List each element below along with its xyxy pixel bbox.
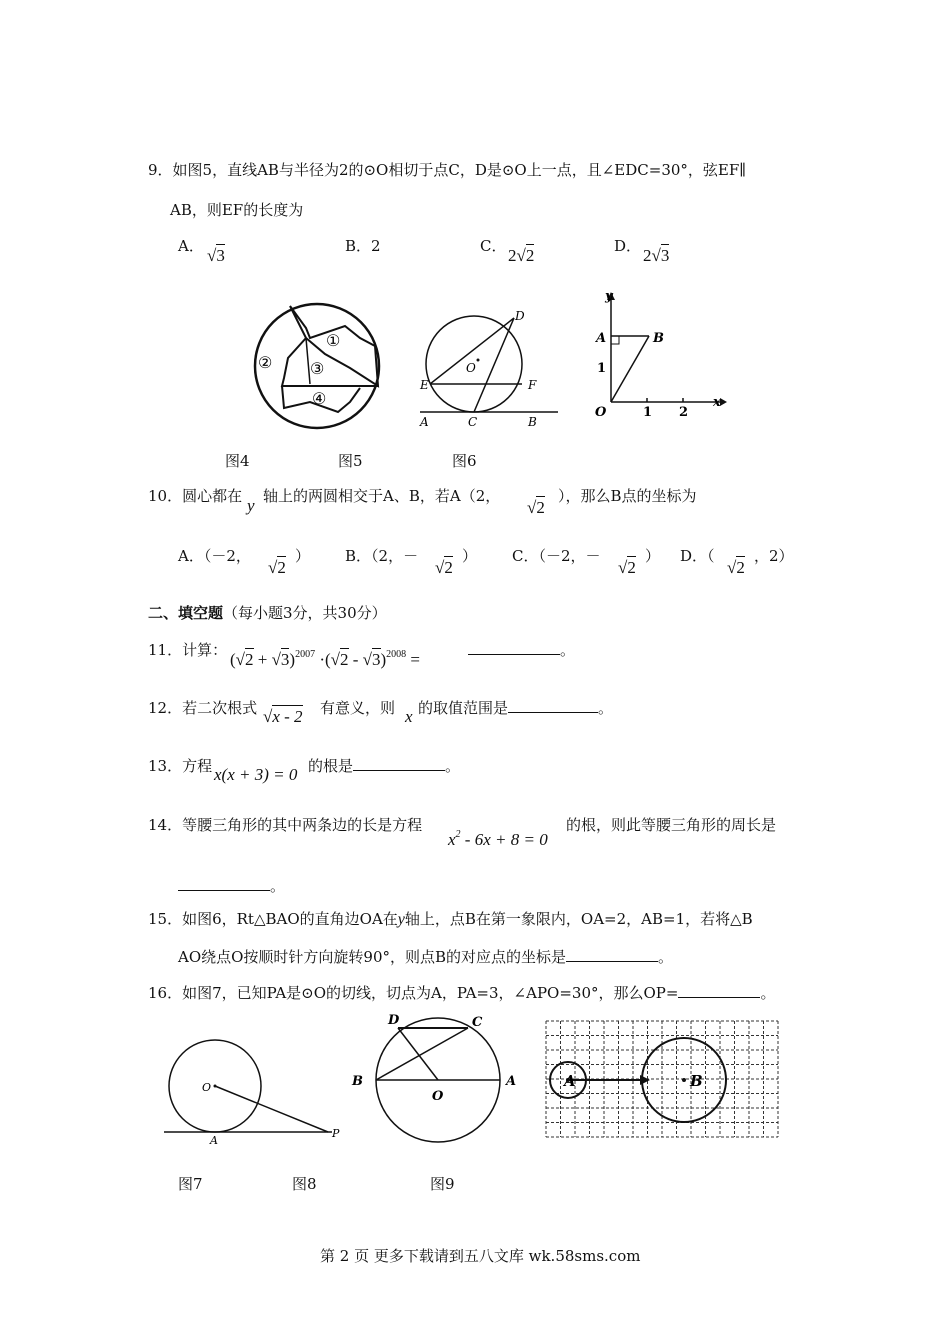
- q9-option-c-radicand: 2: [525, 246, 535, 265]
- fig5-label-c: C: [468, 415, 478, 429]
- q10-var-y: y: [247, 496, 255, 515]
- q15-period: 。: [658, 948, 674, 966]
- fig8-label-b: B: [352, 1074, 363, 1089]
- q15-var-y: y: [397, 911, 405, 928]
- q11-exponent-2: 2008: [386, 649, 407, 660]
- fig6-tick-1: 1: [643, 405, 653, 420]
- fig6-label-a: A: [596, 331, 607, 346]
- q14-exponent: 2: [455, 829, 461, 840]
- q14-period: 。: [270, 877, 286, 895]
- fig6-tick-2: 2: [679, 405, 689, 420]
- q9-option-a: [178, 236, 204, 256]
- figure-6: [585, 286, 730, 426]
- q15-answer-blank[interactable]: [566, 947, 658, 962]
- fig4-caption: 图4: [225, 452, 250, 470]
- figure-8: [348, 1010, 526, 1150]
- q10-option-d-radicand: 2: [736, 558, 745, 577]
- fig9-caption: 图9: [430, 1175, 455, 1193]
- figure-9: [544, 1019, 784, 1143]
- q14-equation-rest: - 6x + 8 = 0: [460, 830, 548, 849]
- q14-answer: [178, 876, 285, 896]
- q9-option-a-value: √3: [207, 246, 225, 265]
- q15-line2-text: AO绕点O按顺时针方向旋转90°，则点B的对应点的坐标是: [178, 948, 567, 966]
- q12-answer-blank[interactable]: [508, 698, 598, 713]
- fig6-label-1: 1: [597, 361, 607, 376]
- q10-option-b-radicand: 2: [444, 558, 453, 577]
- q11-label: 11．计算：: [148, 641, 228, 659]
- q9-option-d-radicand: 3: [660, 246, 670, 265]
- q9-option-c-label: C．: [480, 237, 507, 255]
- q12-label: 12．若二次根式: [148, 699, 258, 717]
- section-2-note: （每小题3分，共30分）: [223, 604, 387, 622]
- q9-option-c-value: 2√2: [508, 246, 535, 265]
- fig5-label-d: D: [515, 309, 525, 323]
- q14-answer-blank[interactable]: [178, 876, 270, 891]
- q14-end: 的根，则此等腰三角形的周长是: [566, 816, 777, 834]
- q16-line: [148, 983, 775, 1003]
- fig7-label-a: A: [210, 1134, 218, 1147]
- q11-exponent-1: 2007: [295, 649, 316, 660]
- q10-text-c: ），那么B点的坐标为: [558, 487, 697, 505]
- q10-option-b-end: ）: [462, 547, 478, 565]
- q11-answer-blank[interactable]: [468, 640, 560, 655]
- q9-option-a-label: A．: [178, 237, 204, 255]
- q9-option-a-radicand: 3: [216, 246, 225, 265]
- fig7-label-o: O: [202, 1081, 212, 1094]
- q10-option-c-radicand: 2: [627, 558, 636, 577]
- q9-option-b: B．2: [345, 237, 381, 255]
- q14-equation: $x^2 - 6x + 8 = 0$: [448, 829, 548, 849]
- fig6-label-b: B: [653, 331, 664, 346]
- fig8-label-a: A: [506, 1074, 517, 1089]
- q10-option-c-end: ）: [645, 547, 661, 565]
- fig6-label-x: x: [713, 395, 721, 410]
- q12-period: 。: [598, 699, 614, 717]
- section-2-title: 二、填空题: [148, 604, 224, 622]
- q10-option-c-sqrt: √2: [618, 558, 636, 577]
- q13-label: 13．方程: [148, 757, 213, 775]
- q10-text-b: 轴上的两圆相交于A、B，若A（2，: [263, 487, 501, 505]
- figure-5: [418, 308, 558, 433]
- q11-period: 。: [560, 641, 576, 659]
- q12-end-text: 的取值范围是: [418, 699, 509, 717]
- q11-expression: $(√2 + √3)^{2007} \cdot(√2 - √3)^{2008}$ =: [230, 649, 421, 669]
- q13-period: 。: [445, 757, 461, 775]
- q12-end: [418, 698, 613, 718]
- q10-option-a-radicand: 2: [277, 558, 286, 577]
- q13-end: [308, 756, 460, 776]
- q9-option-d-coef: 2: [643, 246, 652, 265]
- q9-option-d-label: D．: [614, 237, 642, 255]
- q10-text-a: 10．圆心都在: [148, 487, 243, 505]
- fig8-caption: 图8: [292, 1175, 317, 1193]
- q10-option-c: C．（－2，－: [512, 547, 601, 565]
- q10-sqrt: √2: [527, 498, 545, 517]
- q9-line1: 9．如图5，直线AB与半径为2的⊙O相切于点C，D是⊙O上一点，且∠EDC=30°，弦EF∥: [148, 161, 747, 179]
- q16-answer-blank[interactable]: [678, 983, 760, 998]
- q10-option-d-sqrt: √2: [727, 558, 745, 577]
- figure-4: [250, 298, 390, 438]
- section-2-heading: [148, 603, 387, 623]
- fig6-label-y: y: [605, 289, 613, 304]
- q12-radical: √x - 2: [263, 707, 303, 726]
- q14-label: 14．等腰三角形的其中两条边的长是方程: [148, 816, 423, 834]
- fig8-label-d: D: [388, 1013, 400, 1028]
- fig4-region-3: ③: [310, 359, 325, 378]
- q9-option-c-coef: 2: [508, 246, 517, 265]
- q13-equation: x(x + 3) = 0: [214, 765, 298, 784]
- q10-option-a-sqrt: √2: [268, 558, 286, 577]
- fig9-label-b: B: [690, 1072, 703, 1090]
- q15-line1: [148, 909, 753, 930]
- fig8-label-c: C: [472, 1015, 483, 1030]
- q10-option-d-end: ，2）: [754, 547, 794, 565]
- fig9-label-a: A: [564, 1072, 576, 1090]
- q10-option-d: D．（: [680, 547, 715, 565]
- fig7-label-p: P: [332, 1127, 340, 1140]
- fig6-caption: 图6: [452, 452, 477, 470]
- fig5-label-a: A: [420, 415, 429, 429]
- q10-option-a-end: ）: [295, 547, 311, 565]
- fig8-label-o: O: [432, 1089, 444, 1104]
- q10-option-a: A．（－2，: [178, 547, 251, 565]
- q16-text: 16．如图7，已知PA是⊙O的切线，切点为A，PA=3，∠APO=30°，那么OP=: [148, 984, 679, 1002]
- q12-radicand: x - 2: [272, 707, 303, 726]
- q12-mid: 有意义，则: [320, 699, 396, 717]
- fig6-label-o: O: [595, 405, 607, 420]
- q13-end-text: 的根是: [308, 757, 354, 775]
- q10-option-b-sqrt: √2: [435, 558, 453, 577]
- page-footer: 第 2 页 更多下载请到五八文库 wk.58sms.com: [320, 1247, 641, 1265]
- fig5-label-o: O: [466, 361, 476, 375]
- q10-option-b: B．（2，－: [345, 547, 419, 565]
- q15-line2: [178, 947, 673, 967]
- q9-option-d-value: 2√3: [643, 246, 670, 265]
- fig4-region-4: ④: [312, 389, 327, 408]
- q9-line2: AB，则EF的长度为: [170, 201, 304, 219]
- fig4-region-1: ①: [326, 331, 341, 350]
- fig5-label-b: B: [528, 415, 537, 429]
- fig5-label-e: E: [420, 378, 429, 392]
- fig5-caption: 图5: [338, 452, 363, 470]
- figure-7: [160, 1036, 350, 1146]
- fig5-label-f: F: [528, 378, 537, 392]
- q15-line1-a: 15．如图6，Rt△BAO的直角边OA在: [148, 910, 398, 928]
- fig7-caption: 图7: [178, 1175, 203, 1193]
- q12-var-x: x: [405, 707, 413, 726]
- q10-radicand: 2: [536, 498, 545, 517]
- fig4-region-2: ②: [258, 353, 273, 372]
- q11-answer: [468, 640, 575, 660]
- q15-line1-b: 轴上，点B在第一象限内，OA=2，AB=1，若将△B: [404, 910, 753, 928]
- q16-period: 。: [760, 984, 776, 1002]
- q13-answer-blank[interactable]: [353, 756, 445, 771]
